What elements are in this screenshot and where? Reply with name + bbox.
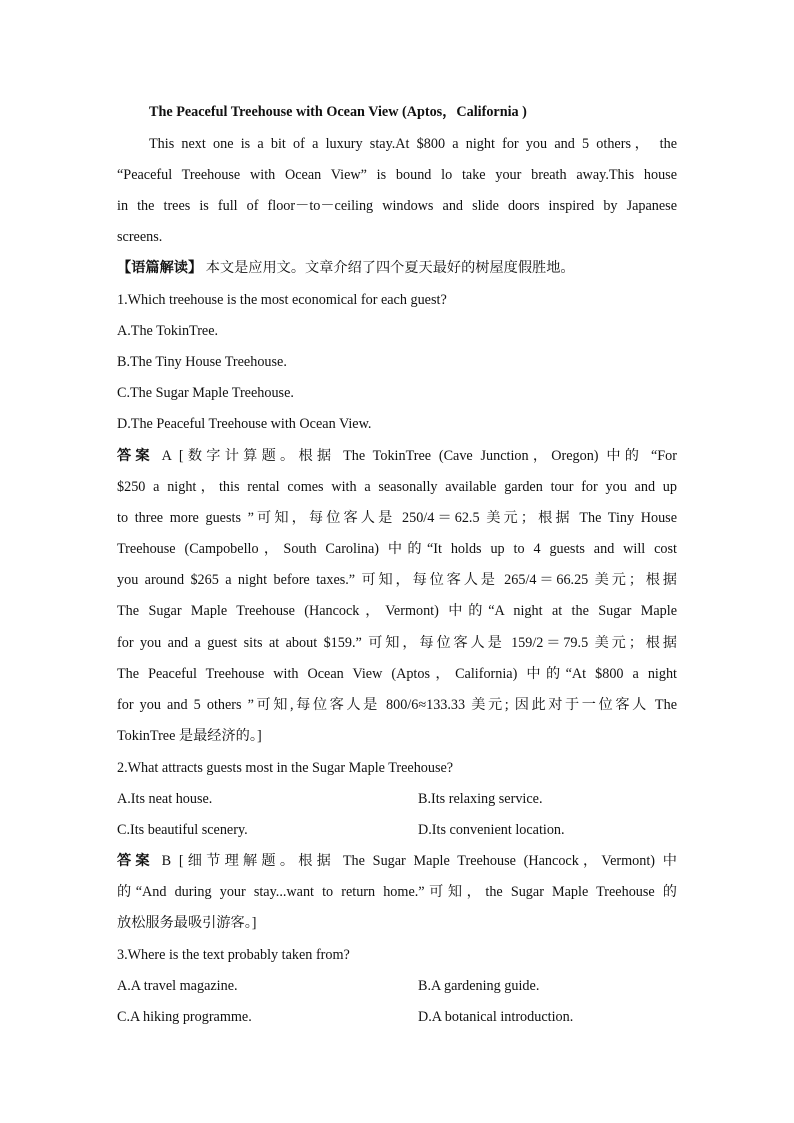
passage-line: “Peaceful Treehouse with Ocean View” is bound lo take your breath away.This house — [117, 167, 677, 183]
q2-option-b: B.Its relaxing service. — [418, 791, 543, 807]
q3-option-d: D.A botanical introduction. — [418, 1009, 574, 1025]
q1-answer-line: The Sugar Maple Treehouse (Hancock，Vermont) 中的“A night at the Sugar Maple — [117, 603, 677, 619]
q2-option-a: A.Its neat house. — [117, 791, 213, 807]
q1-answer-line: 答案 A [数字计算题。根据 The TokinTree (Cave Junction，Oregon) 中的 “For — [117, 448, 677, 464]
q1-answer-line: TokinTree 是最经济的。] — [117, 728, 262, 744]
passage-line: in the trees is full of floor－to－ceiling windows and slide doors inspired by Japanese — [117, 198, 677, 214]
question-2: 2.What attracts guests most in the Sugar Maple Treehouse? — [117, 760, 454, 776]
answer-label: 答案 — [117, 448, 154, 464]
analysis-section — [117, 258, 677, 278]
q1-option-c: C.The Sugar Maple Treehouse. — [117, 385, 294, 401]
analysis-label: 【语篇解读】 — [117, 260, 203, 276]
q2-option-c: C.Its beautiful scenery. — [117, 822, 248, 838]
q3-option-a: A.A travel magazine. — [117, 978, 238, 994]
question-1: 1.Which treehouse is the most economical for each guest? — [117, 292, 447, 308]
q3-option-c: C.A hiking programme. — [117, 1009, 252, 1025]
q1-answer-line: $250 a night，this rental comes with a seasonally available garden tour for you and up — [117, 479, 677, 495]
analysis-text: 本文是应用文。文章介绍了四个夏天最好的树屋度假胜地。 — [202, 260, 575, 276]
q1-option-d: D.The Peaceful Treehouse with Ocean View. — [117, 416, 372, 432]
q1-answer-line: to three more guests ”可知，每位客人是 250/4＝62.5 美元；根据 The Tiny House — [117, 510, 677, 526]
q3-option-b: B.A gardening guide. — [418, 978, 540, 994]
q1-option-b: B.The Tiny House Treehouse. — [117, 354, 287, 370]
q1-answer-line: you around $265 a night before taxes.” 可知，每位客人是 265/4＝66.25 美元；根据 — [117, 572, 677, 588]
q1-option-a: A.The TokinTree. — [117, 323, 219, 339]
passage-line: This next one is a bit of a luxury stay.At $800 a night for you and 5 others， the — [149, 136, 677, 152]
q1-answer-line: The Peaceful Treehouse with Ocean View (Aptos，California) 中的“At $800 a night — [117, 666, 677, 682]
q2-answer-line: 答案 B [细节理解题。根据 The Sugar Maple Treehouse (Hancock，Vermont) 中 — [117, 853, 677, 869]
q2-answer-line: 放松服务最吸引游客。] — [117, 915, 257, 931]
question-3: 3.Where is the text probably taken from? — [117, 947, 350, 963]
q1-answer-line: for you and a guest sits at about $159.” 可知，每位客人是 159/2＝79.5 美元；根据 — [117, 635, 677, 651]
passage-line: screens. — [117, 229, 163, 245]
q1-answer-line: for you and 5 others ”可知,每位客人是 800/6≈133.33 美元; 因此对于一位客人 The — [117, 697, 677, 713]
q1-answer-line: Treehouse (Campobello，South Carolina) 中的“It holds up to 4 guests and will cost — [117, 541, 677, 557]
q2-answer-line: 的“And during your stay...want to return home.”可知，the Sugar Maple Treehouse 的 — [117, 884, 677, 900]
answer-label: 答案 — [117, 853, 154, 869]
passage-title: The Peaceful Treehouse with Ocean View (Aptos，California ) — [149, 104, 527, 120]
q2-option-d: D.Its convenient location. — [418, 822, 565, 838]
